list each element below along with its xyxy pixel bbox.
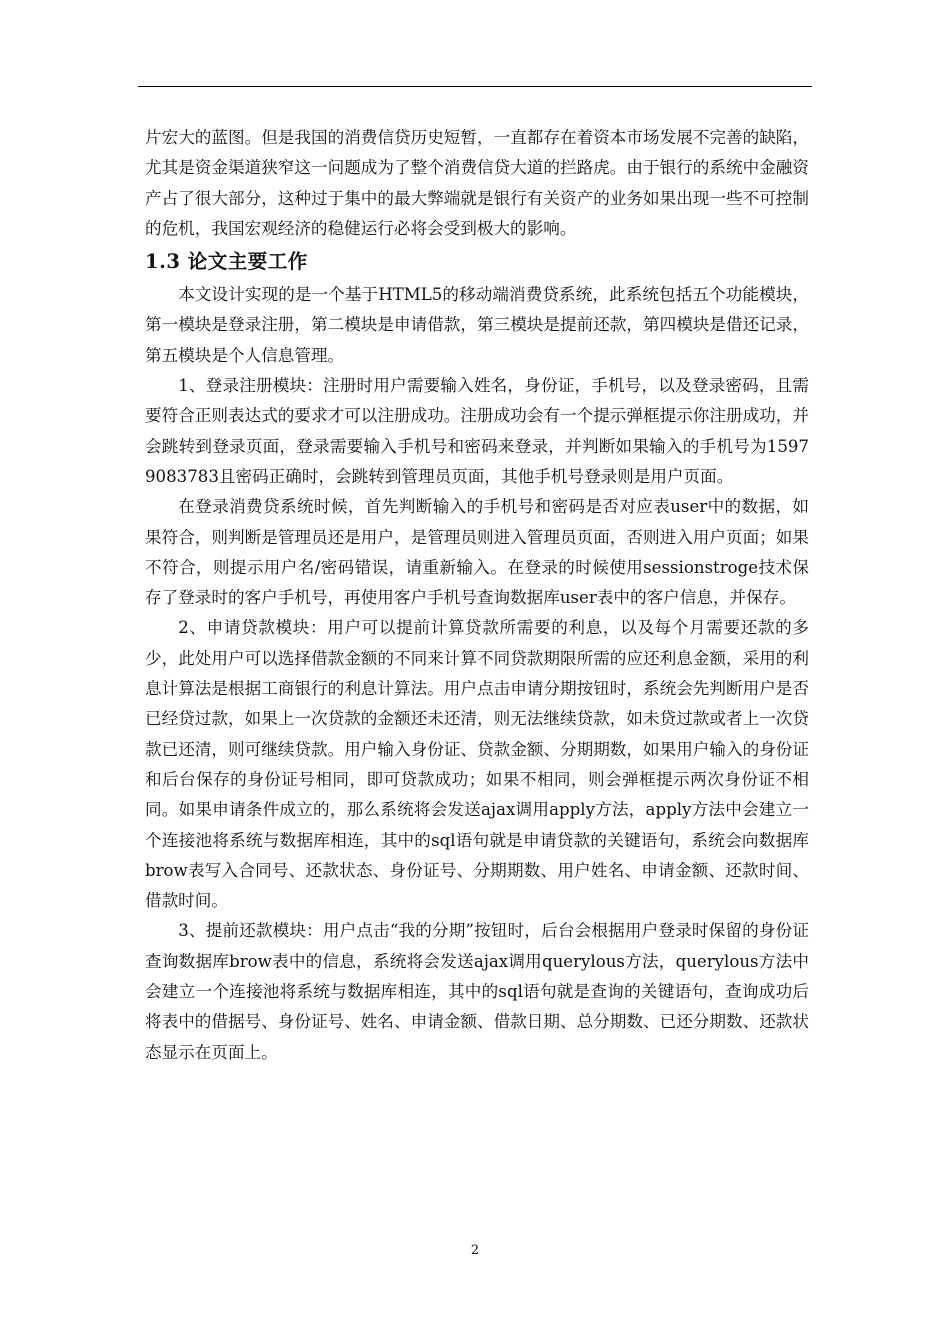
paragraph-repayment-module: 3、提前还款模块：用户点击“我的分期”按钮时，后台会根据用户登录时保留的身份证查询数据库brow表中的信息，系统将会发送ajax调用querylous方法，querylous方法中会建立一个连接池将系统与数据库相连，其中的sql语句就是查询的关键语句，查询成功后将表中的借据号、身份证号、姓名、申请金额、借款日期、总分期数、已还分期数、还款状态显示在页面上。 (145, 921, 809, 1062)
document-body (145, 123, 809, 1068)
paragraph-continuation: 片宏大的蓝图。但是我国的消费信贷历史短暂，一直都存在着资本市场发展不完善的缺陷，尤其是资金渠道狭窄这一问题成为了整个消费信贷大道的拦路虎。由于银行的系统中金融资产占了很大部分，这种过于集中的最大弊端就是银行有关资产的业务如果出现一些不可控制的危机，我国宏观经济的稳健运行必将会受到极大的影响。 (145, 128, 809, 238)
section-heading: 1.3 论文主要工作 (145, 250, 308, 274)
page-number: 2 (470, 1243, 480, 1258)
paragraph-overview: 本文设计实现的是一个基于HTML5的移动端消费贷系统，此系统包括五个功能模块，第一模块是登录注册，第二模块是申请借款，第三模块是提前还款，第四模块是借还记录，第五模块是个人信息管理。 (145, 285, 809, 365)
paragraph-login-module: 1、登录注册模块：注册时用户需要输入姓名，身份证，手机号，以及登录密码，且需要符合正则表达式的要求才可以注册成功。注册成功会有一个提示弹框提示你注册成功，并会跳转到登录页面，登录需要输入手机号和密码来登录，并判断如果输入的手机号为15979083783且密码正确时，会跳转到管理员页面，其他手机号登录则是用户页面。 (145, 376, 809, 486)
paragraph-login-flow: 在登录消费贷系统时候，首先判断输入的手机号和密码是否对应表user中的数据，如果符合，则判断是管理员还是用户，是管理员则进入管理员页面，否则进入用户页面；如果不符合，则提示用户名/密码错误，请重新输入。在登录的时候使用sessionstroge技术保存了登录时的客户手机号，再使用客户手机号查询数据库user表中的客户信息，并保存。 (145, 497, 809, 608)
header-rule (138, 86, 812, 87)
paragraph-loan-module: 2、申请贷款模块：用户可以提前计算贷款所需要的利息，以及每个月需要还款的多少，此处用户可以选择借款金额的不同来计算不同贷款期限所需的应还利息金额，采用的利息计算法是根据工商银行的利息计算法。用户点击申请分期按钮时，系统会先判断用户是否已经贷过款，如果上一次贷款的金额还未还清，则无法继续贷款，如未贷过款或者上一次贷款已还清，则可继续贷款。用户输入身份证、贷款金额、分期期数，如果用户输入的身份证和后台保存的身份证号相同，即可贷款成功；如果不相同，则会弹框提示两次身份证不相同。如果申请条件成立的，那么系统将会发送ajax调用apply方法，apply方法中会建立一个连接池将系统与数据库相连，其中的sql语句就是申请贷款的关键语句，系统会向数据库brow表写入合同号、还款状态、身份证号、分期期数、用户姓名、申请金额、还款时间、借款时间。 (145, 618, 809, 911)
